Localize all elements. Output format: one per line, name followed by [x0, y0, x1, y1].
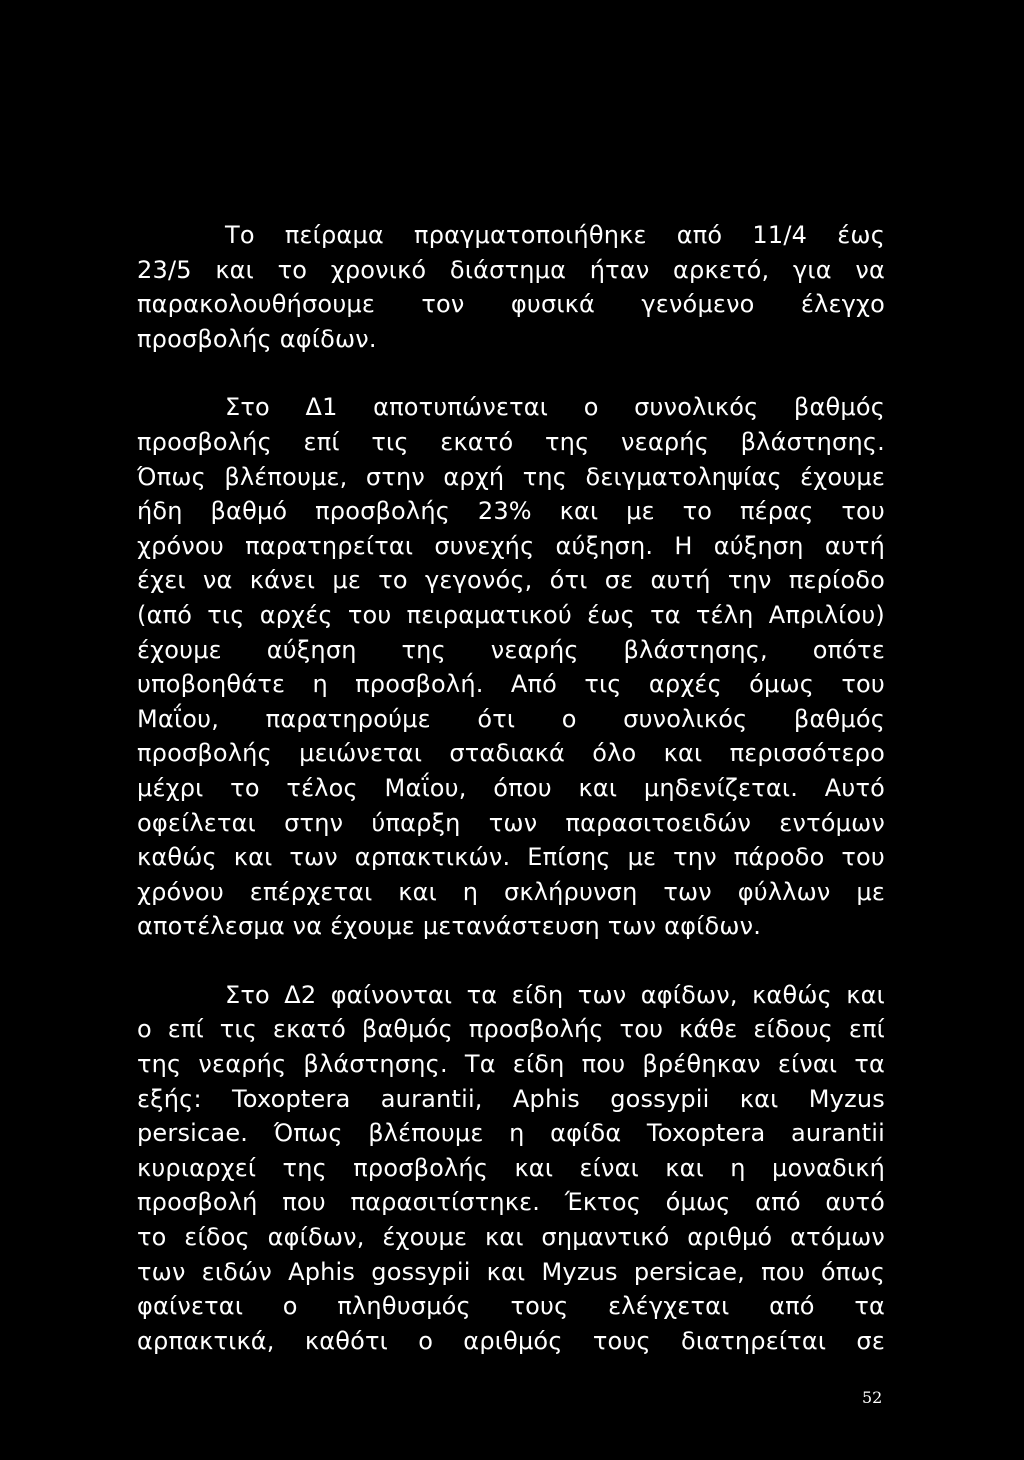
text-line: έχει να κάνει με το γεγονός, ότι σε αυτή την περίοδο	[137, 566, 885, 595]
text-line: ήδη βαθμό προσβολής 23% και με το πέρας του	[137, 497, 885, 526]
text-line: Όπως βλέπουμε, στην αρχή της δειγματοληψίας έχουμε	[137, 462, 885, 491]
paragraph-d1-analysis	[137, 390, 885, 944]
text-line: 23/5 και το χρονικό διάστημα ήταν αρκετό, για να	[137, 255, 885, 284]
text-line: Στο Δ2 φαίνονται τα είδη των αφίδων, καθώς και	[225, 980, 885, 1009]
text-line: οφείλεται στην ύπαρξη των παρασιτοειδών εντόμων	[137, 808, 885, 837]
text-line: προσβολής επί τις εκατό της νεαρής βλάστησης.	[137, 427, 885, 456]
text-line: κυριαρχεί της προσβολής και είναι και η μοναδική	[137, 1153, 885, 1182]
text-line: Το πείραμα πραγματοποιήθηκε από 11/4 έως	[225, 221, 885, 249]
text-line: ο επί τις εκατό βαθμός προσβολής του κάθε είδους επί	[137, 1015, 885, 1044]
text-line: (από τις αρχές του πειραματικού έως τα τέλη Απριλίου)	[137, 600, 885, 629]
text-line: persicae. Όπως βλέπουμε η αφίδα Toxoptera aurantii	[137, 1119, 885, 1148]
text-line: Στο Δ1 αποτυπώνεται ο συνολικός βαθμός	[225, 393, 885, 422]
paragraph-experiment-period	[137, 218, 885, 356]
text-line: φαίνεται ο πληθυσμός τους ελέγχεται από τα	[137, 1292, 885, 1321]
text-line: υποβοηθάτε η προσβολή. Από τις αρχές όμως του	[137, 670, 885, 699]
text-line: αρπακτικά, καθότι ο αριθμός τους διατηρείται σε	[137, 1326, 885, 1355]
text-line: έχουμε αύξηση της νεαρής βλάστησης, οπότε	[137, 635, 885, 664]
text-line: μέχρι το τέλος Μαΐου, όπου και μηδενίζεται. Αυτό	[137, 773, 885, 802]
text-line: αποτέλεσμα να έχουμε μετανάστευση των αφίδων.	[137, 912, 762, 941]
text-line: παρακολουθήσουμε τον φυσικά γενόμενο έλεγχο	[137, 290, 885, 319]
text-line: Μαΐου, παρατηρούμε ότι ο συνολικός βαθμός	[137, 704, 885, 733]
page-number: 52	[862, 1388, 883, 1407]
document-body	[137, 218, 885, 1358]
text-line: προσβολής αφίδων.	[137, 324, 377, 353]
text-line: εξής: Toxoptera aurantii, Aphis gossypii και Myzus	[137, 1084, 885, 1113]
text-line: το είδος αφίδων, έχουμε και σημαντικό αριθμό ατόμων	[137, 1223, 885, 1252]
text-line: προσβολής μειώνεται σταδιακά όλο και περισσότερο	[137, 739, 885, 768]
paragraph-d2-species	[137, 978, 885, 1359]
text-line: της νεαρής βλάστησης. Τα είδη που βρέθηκαν είναι τα	[137, 1050, 885, 1079]
text-line: χρόνου επέρχεται και η σκλήρυνση των φύλλων με	[137, 877, 885, 906]
text-line: καθώς και των αρπακτικών. Επίσης με την πάροδο του	[137, 843, 885, 872]
text-line: των ειδών Aphis gossypii και Myzus persicae, που όπως	[137, 1257, 885, 1286]
text-line: προσβολή που παρασιτίστηκε. Έκτος όμως από αυτό	[137, 1188, 885, 1217]
text-line: χρόνου παρατηρείται συνεχής αύξηση. Η αύξηση αυτή	[137, 531, 885, 560]
